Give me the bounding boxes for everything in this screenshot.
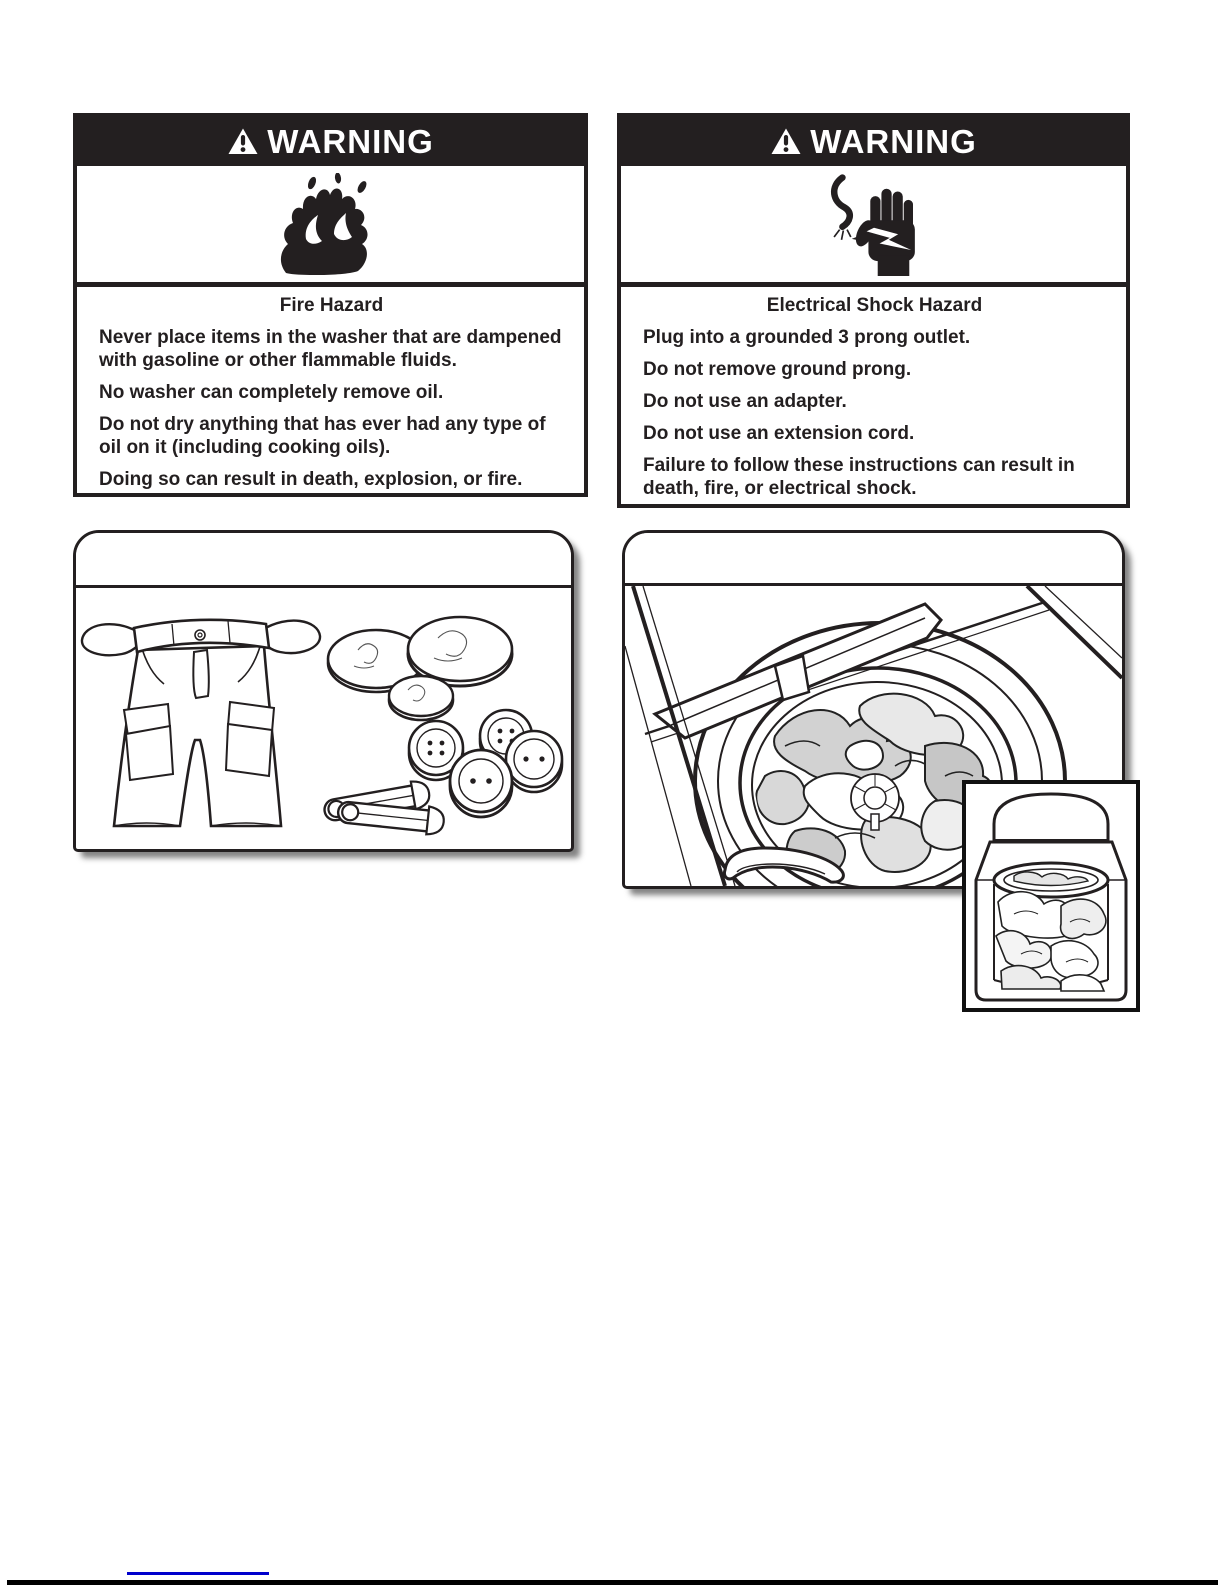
warning-line: No washer can completely remove oil. — [99, 382, 444, 403]
warning-line: Doing so can result in death, explosion, or fire. — [99, 469, 523, 490]
washer-basket-inset — [962, 780, 1140, 1012]
page-bottom-edge — [7, 1580, 1218, 1585]
fire-icon-area — [77, 166, 584, 287]
alert-triangle-icon — [227, 127, 259, 156]
warning-line: Do not use an extension cord. — [643, 423, 915, 444]
basket-cutaway-drawing — [966, 784, 1136, 1008]
warning-line: Failure to follow these instructions can result in death, fire, or electrical shock. — [643, 455, 1075, 499]
shock-warning-box — [617, 113, 1130, 508]
hazard-title: Fire Hazard — [279, 295, 384, 316]
warning-line: Do not remove ground prong. — [643, 359, 912, 380]
fire-icon — [272, 173, 390, 275]
illustration-header-band — [76, 533, 571, 588]
warning-header-label: WARNING — [810, 122, 977, 160]
shock-icon-area — [621, 166, 1126, 287]
shock-warning-text — [621, 287, 1126, 513]
warning-line: Plug into a grounded 3 prong outlet. — [643, 327, 971, 348]
alert-triangle-icon — [770, 127, 802, 156]
warning-header-label: WARNING — [267, 122, 434, 160]
electrical-shock-icon — [818, 172, 930, 276]
warning-line: Do not dry anything that has ever had any type of oil on it (including cooking oils). — [99, 414, 546, 458]
warning-header — [77, 117, 584, 166]
empty-pockets-illustration — [73, 530, 574, 852]
footer-hyperlink-underline[interactable] — [127, 1572, 269, 1575]
warning-line: Never place items in the washer that are dampened with gasoline or other flammable fluids. — [99, 327, 562, 371]
fire-warning-text — [77, 287, 584, 504]
empty-pockets-drawing — [76, 588, 571, 849]
warning-header — [621, 117, 1126, 166]
warning-line: Do not use an adapter. — [643, 391, 847, 412]
hazard-title: Electrical Shock Hazard — [766, 295, 983, 316]
fire-warning-box — [73, 113, 588, 497]
illustration-header-band — [625, 533, 1122, 586]
